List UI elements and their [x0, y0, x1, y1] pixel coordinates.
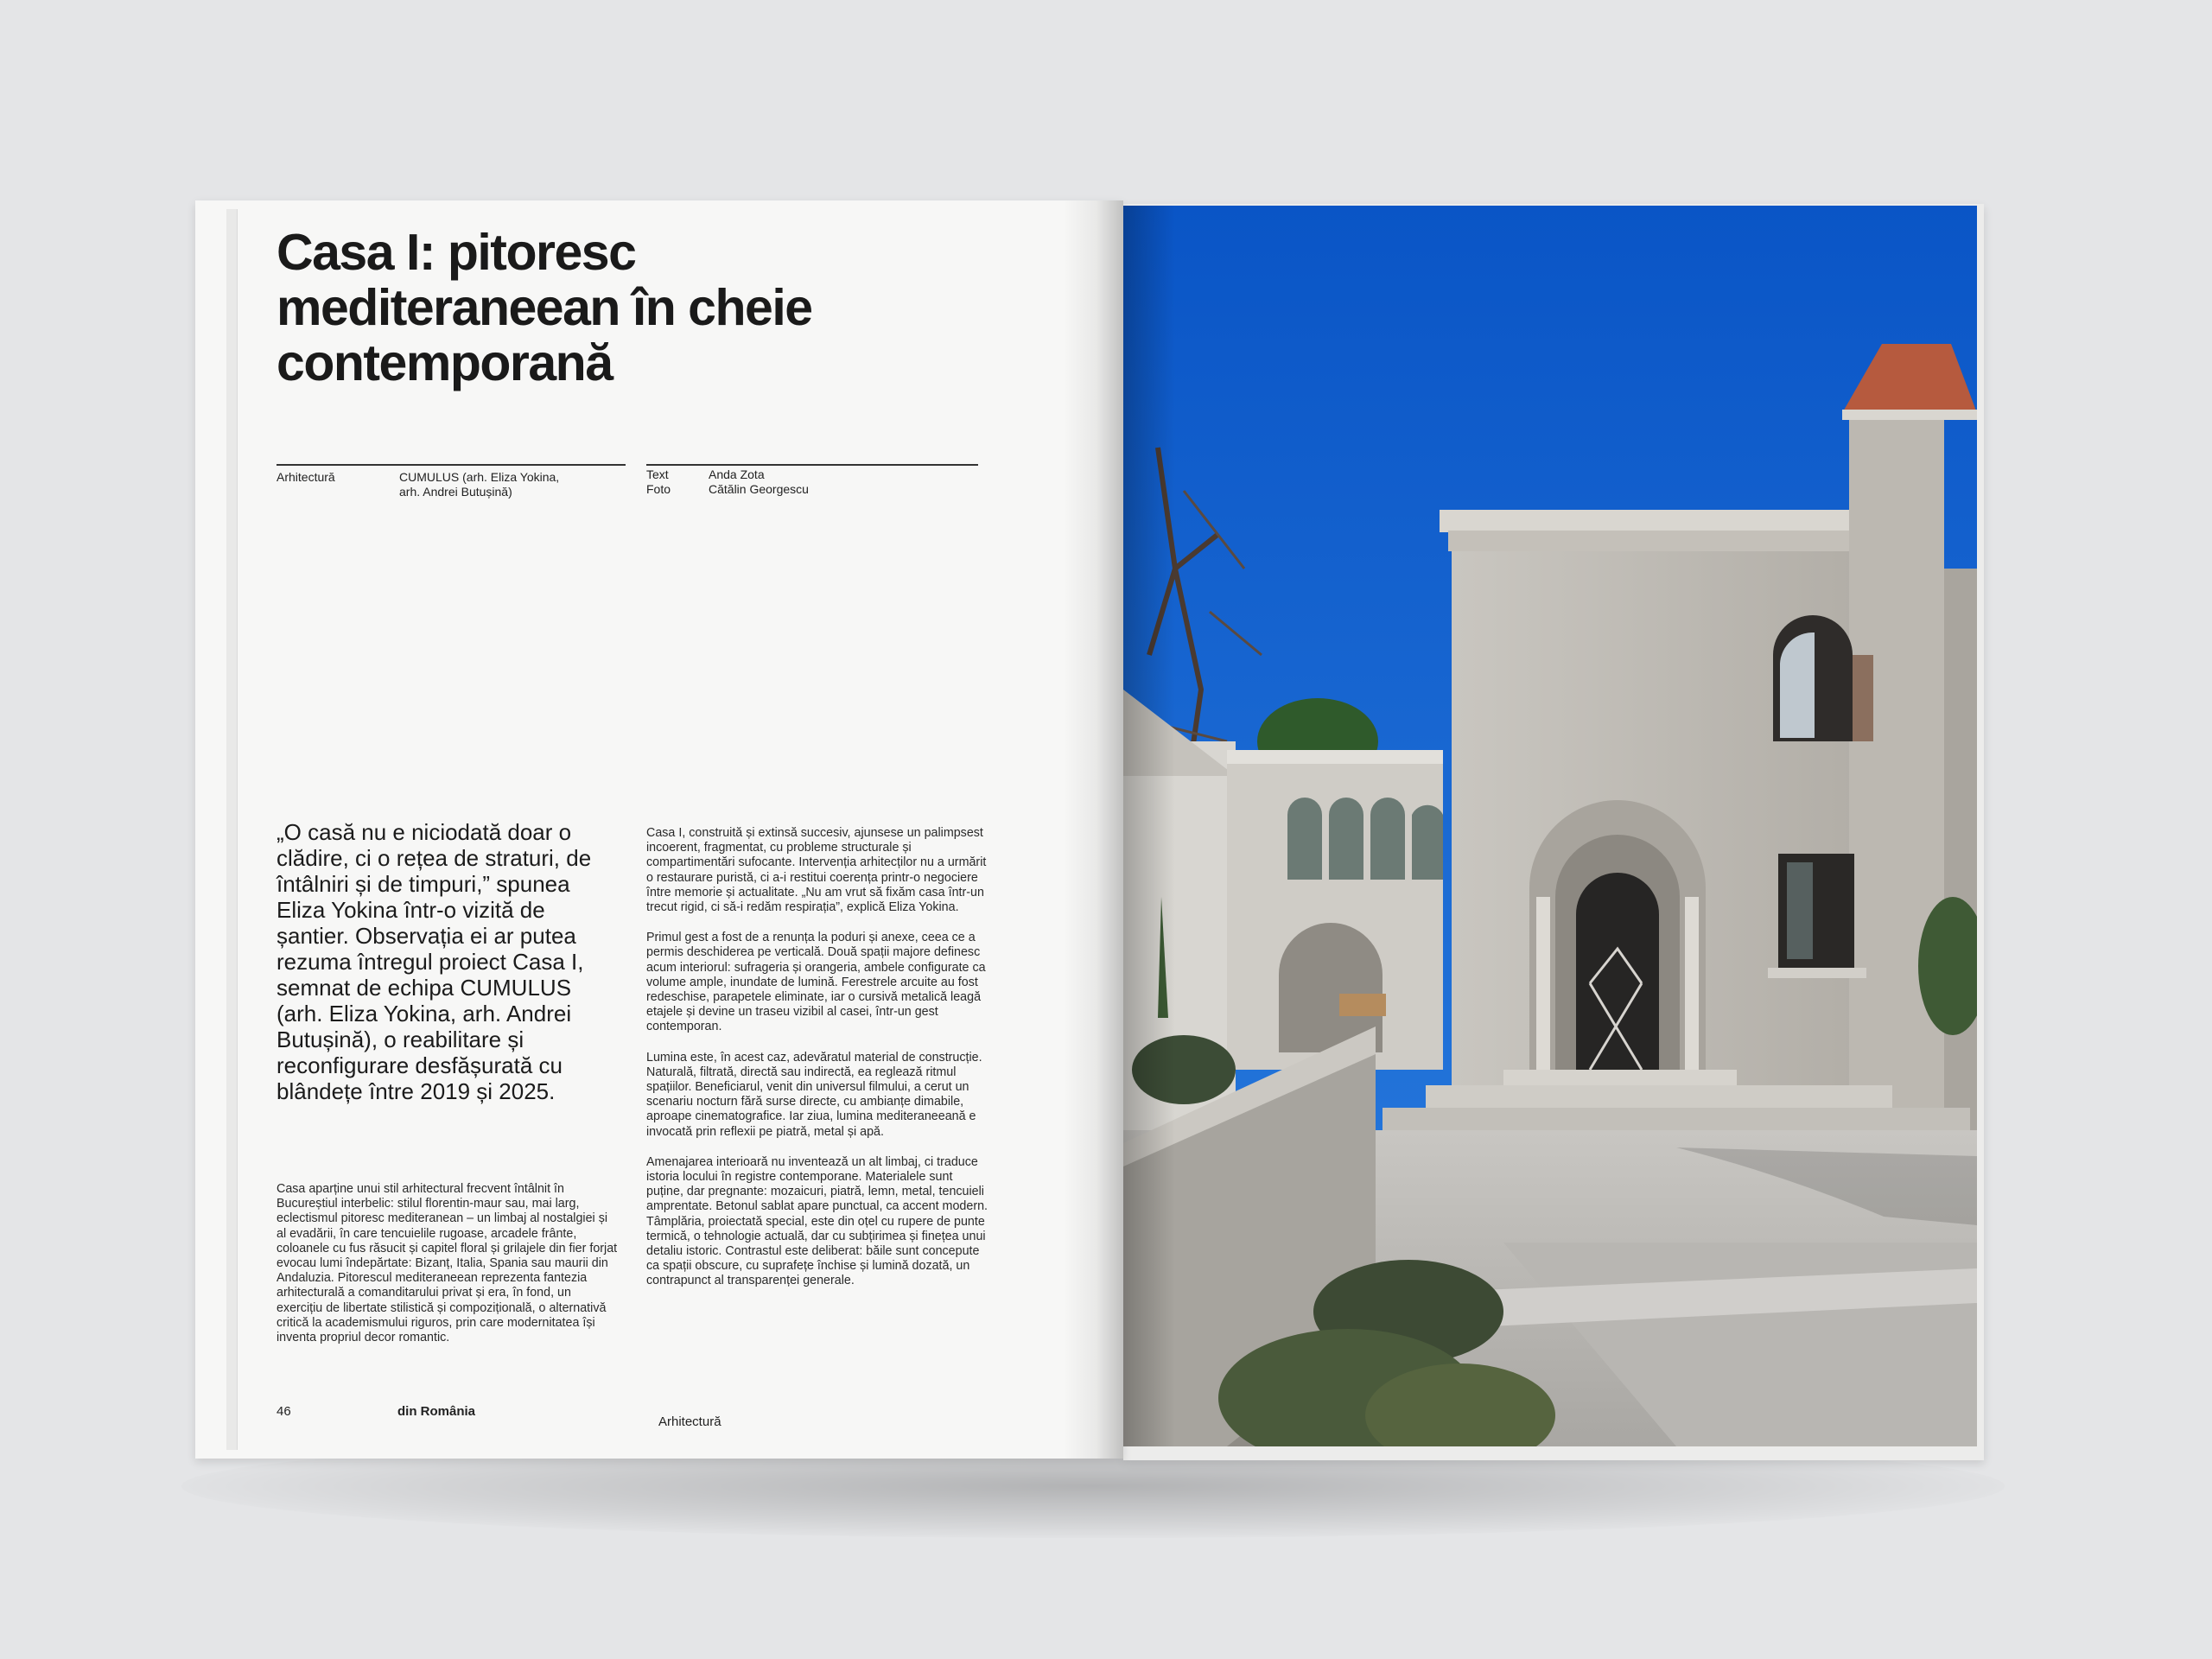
body-paragraph: Primul gest a fost de a renunța la poduri și anexe, ceea ce a permis deschiderea pe verticală. Două spații majore definesc acum interiorul: sufrageria și orangeria, ambele configurate ca volume ample, inundate de lumină. Ferestrele arcuite au fost redeschise, parapetele eliminate, iar o cursivă metalică leagă etajele și devine un traseu vizibil al casei, într-un gest contemporan. — [646, 931, 986, 1034]
page-number: 46 — [276, 1404, 291, 1419]
body-column-right — [646, 826, 990, 1305]
house-photo — [1123, 206, 1977, 1446]
body-column-left: Casa aparține unui stil arhitectural frecvent întâlnit în Bucureștiul interbelic: stilul florentin-maur sau, mai larg, eclectismul pitoresc mediteranean – un limbaj al nostalgiei și al evadării, în care tencuielile rugoase, arcadele frânte, coloanele cu fus răsucit și capitel floral și grilajele din fier forjat evocau lumi îndepărtate: Bizanț, Italia, Spania sau maurii din Andaluzia. Pitorescul mediteraneean reprezenta fantezia arhitecturală a comanditarului privat și era, în fond, un exercițiu de libertate stilistică și compozițională, o alternativă critică la academismului riguros, prin care modernitatea își inventa propriul decor romantic. — [276, 1182, 618, 1345]
left-page — [195, 200, 1123, 1459]
credits-rule-right — [646, 464, 978, 466]
magazine-name: din România — [397, 1404, 476, 1419]
magazine-spread — [195, 200, 1986, 1459]
lead-quote: „O casă nu e niciodată doar o clădire, ci o rețea de straturi, de întâlniri și de timpuri,” spunea Eliza Yokina într-o vizită de șantier. Observația ei ar putea rezuma întregul proiect Casa I, semnat de echipa CUMULUS (arh. Eliza Yokina, arh. Andrei Butușină), o reabilitare și reconfigurare desfășurată cu blândețe între 2019 și 2025. — [276, 819, 592, 1104]
credit-architecture-value: CUMULUS (arh. Eliza Yokina, arh. Andrei Butușină) — [399, 470, 560, 499]
credit-text-label: Text — [646, 467, 669, 481]
page-stack-edge — [226, 209, 238, 1450]
body-paragraph: Casa I, construită și extinsă succesiv, ajunsese un palimpsest incoerent, fragmentat, cu probleme structurale și compartimentări sufocante. Intervenția arhitecților nu a urmărit o restaurare puristă, ci a-i restitui coerența printr-o negociere între memorie și actualitate. „Nu am vrut să fixăm casa într-un trecut rigid, ci să-i redăm respirația”, explică Eliza Yokina. — [646, 826, 987, 915]
house-illustration — [1123, 206, 1977, 1446]
credit-text-value: Anda Zota — [709, 467, 765, 481]
credit-photo-label: Foto — [646, 482, 671, 496]
article-title: Casa I: pitoresc mediteraneean în cheie contemporană — [276, 224, 812, 391]
credit-photo-value: Cătălin Georgescu — [709, 482, 809, 496]
body-paragraph: Lumina este, în acest caz, adevăratul material de construcție. Naturală, filtrată, directă sau indirectă, ea reglează ritmul spațiilor. Beneficiarul, venit din universul filmului, a cerut un scenariu nocturn fără surse directe, cu ambianțe dimabile, aproape cinematografice. Iar ziua, lumina mediteraneeană e invocată prin reflexii pe piatră, metal și apă. — [646, 1050, 982, 1139]
credit-architecture-label: Arhitectură — [276, 470, 335, 484]
body-paragraph: Amenajarea interioară nu inventează un alt limbaj, ci traduce istoria locului în registre contemporane. Materialele sunt puține, dar pregnante: mozaicuri, piatră, lemn, metal, tencuieli amprentate. Betonul sablat apare punctual, ca accent modern. Tâmplăria, proiectată special, este din oțel cu rupere de punte termică, o tehnologie actuală, dar cu subțirimea și finețea unui detaliu istoric. Contrastul este deliberat: băile sunt concepute ca spații obscure, cu suprafețe închise și lumină dozată, un contrapunct al transparenței generale. — [646, 1154, 988, 1288]
gutter-shadow — [1063, 200, 1123, 1459]
credits-rule-left — [276, 464, 626, 466]
photo-gutter-shadow — [1123, 206, 1175, 1446]
section-name: Arhitectură — [658, 1414, 721, 1429]
